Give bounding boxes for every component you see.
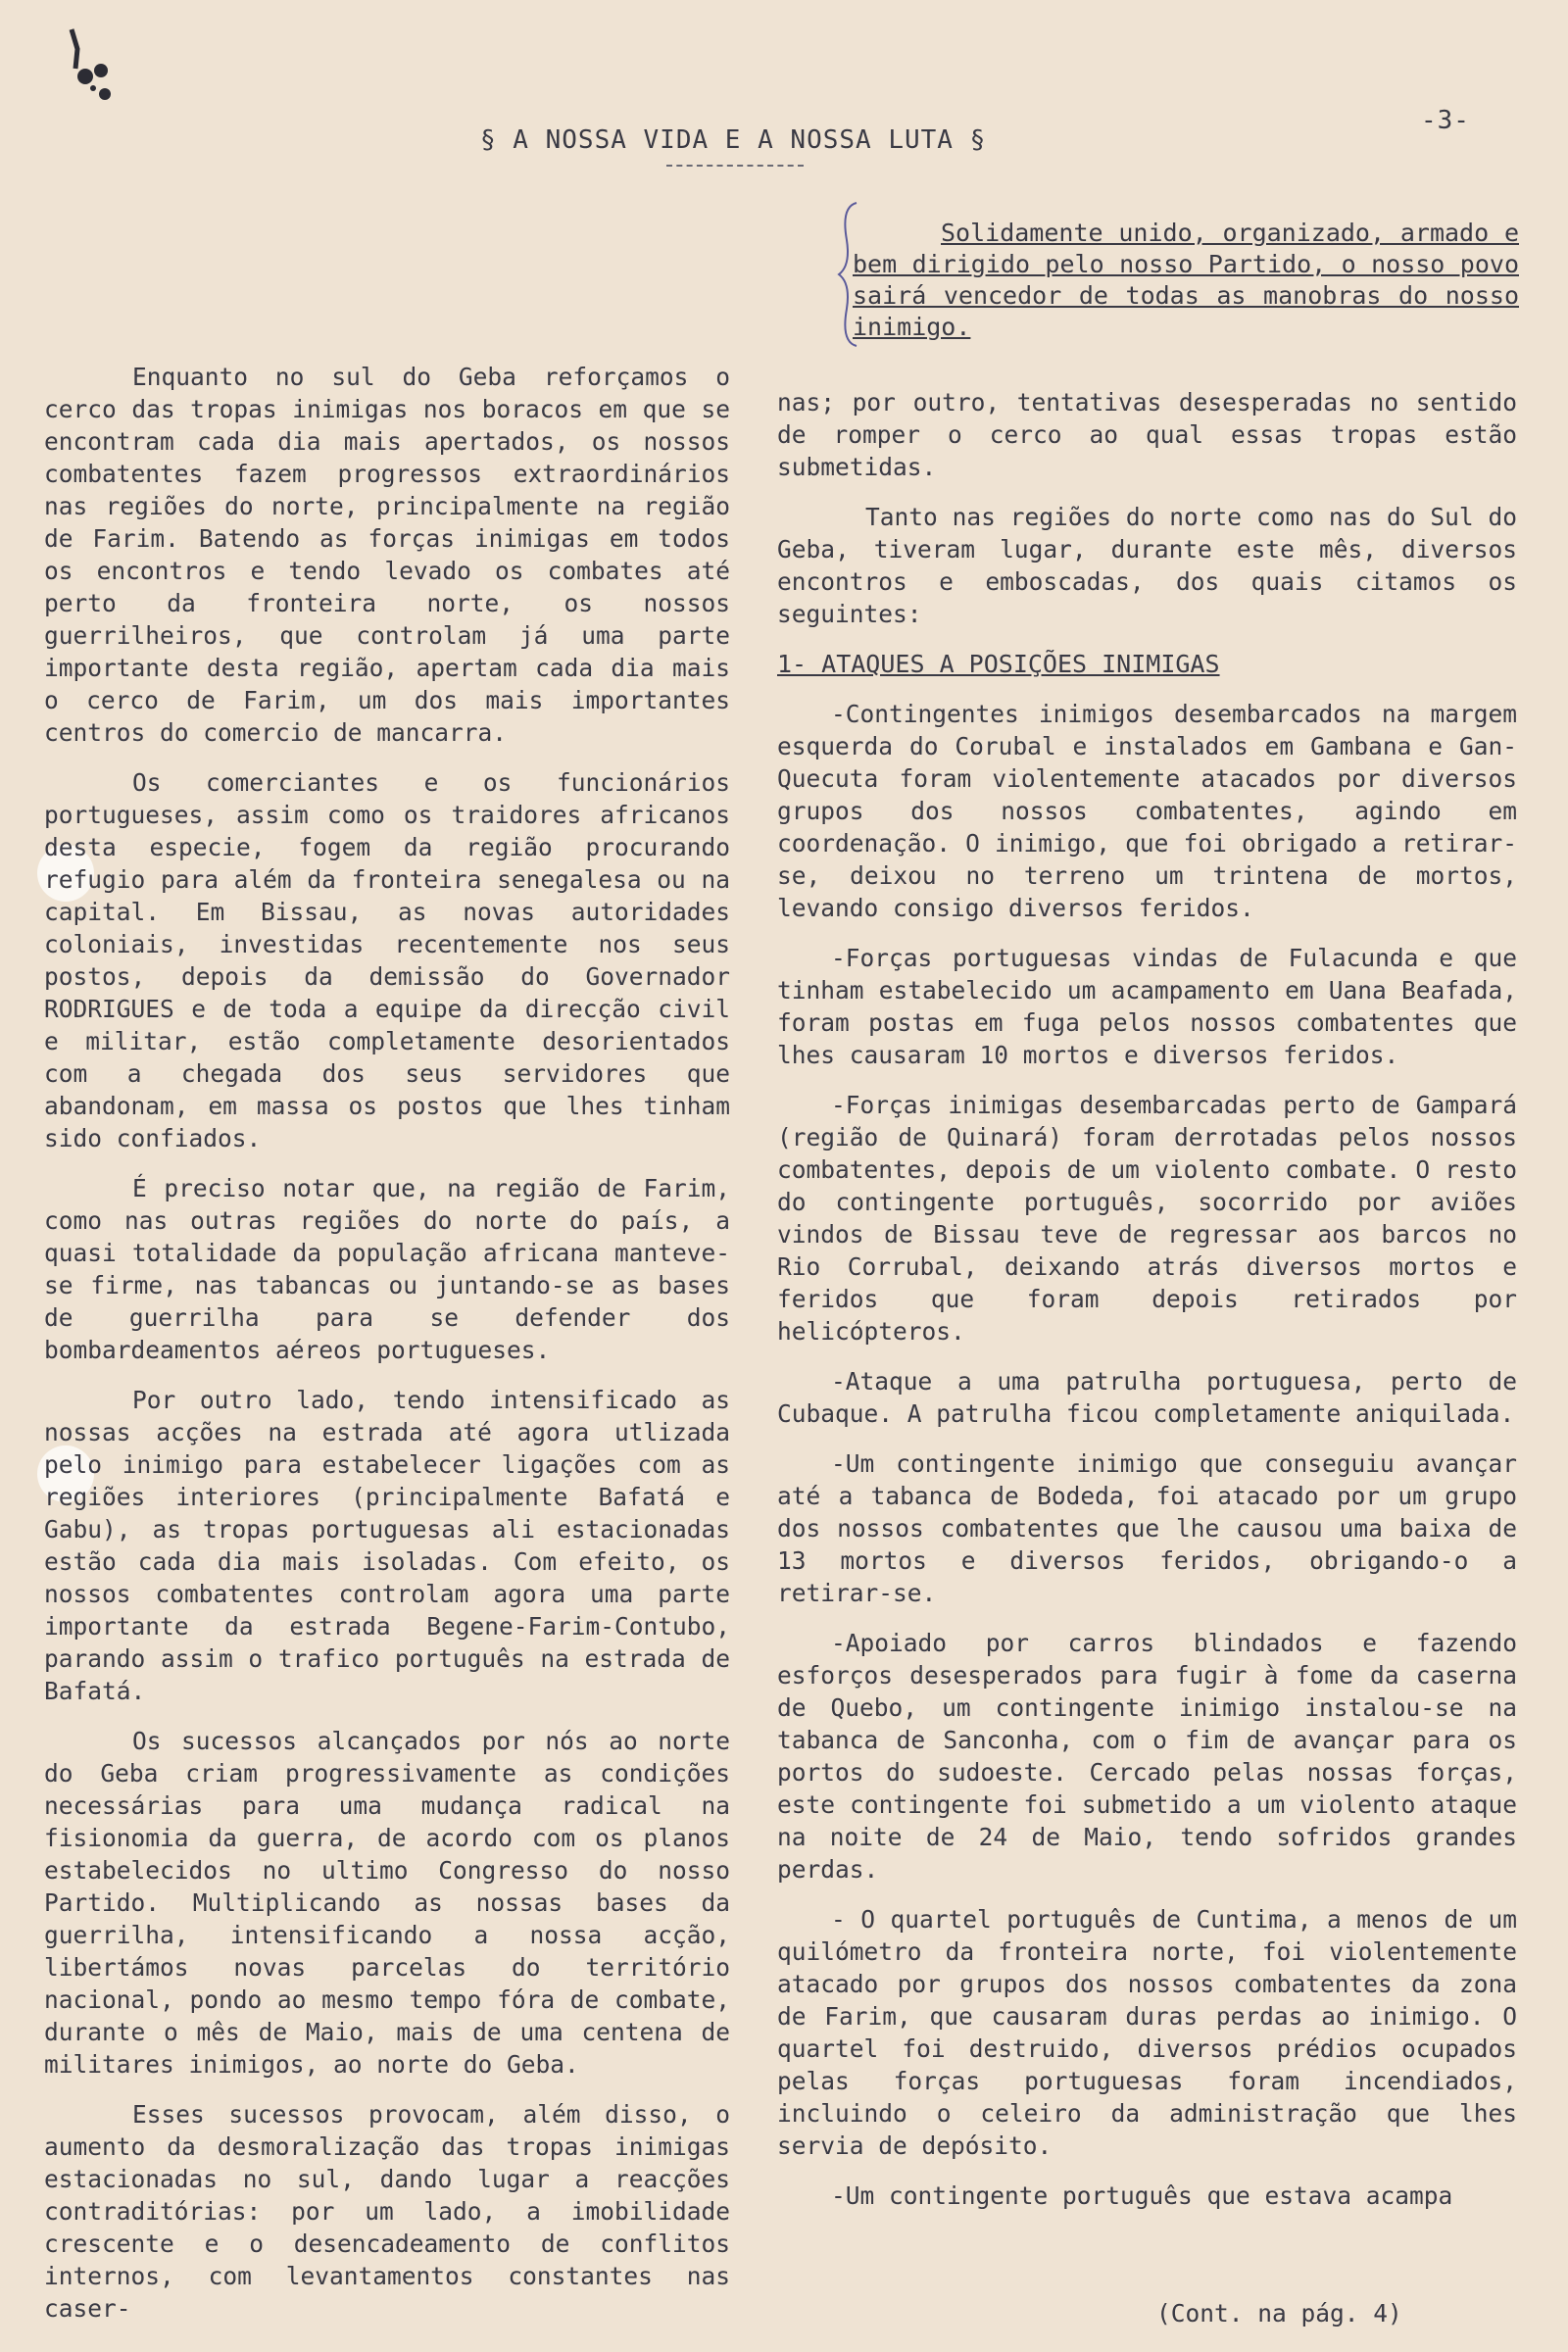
list-item: -Um contingente inimigo que conseguiu avançar até a tabanca de Bodeda, foi atacado por um grupo dos nossos combatentes que lhe causou uma baixa de 13 mortos e diversos feridos, obrigando-o a retirar-se.	[777, 1449, 1517, 1607]
list-item: -Contingentes inimigos desembarcados na margem esquerda do Corubal e instalados em Gambana e Gan-Quecuta foram violentemente atacados por diversos grupos dos nossos combatentes, agindo em coordenação. O inimigo, que foi obrigado a retirar-se, deixou no terreno um trintena de mortos, levando consigo diversos feridos.	[777, 700, 1517, 922]
left-column	[44, 361, 730, 2342]
list-item: -Um contingente português que estava acampa	[831, 2181, 1453, 2210]
paragraph: Enquanto no sul do Geba reforçamos o cerco das tropas inimigas nos boracos em que se encontram cada dia mais apertados, os nossos combatentes fazem progressos extraordinários nas regiões do norte, principalmente na região de Farim. Batendo as forças inimigas em todos os encontros e tendo levado os combates até perto da fronteira norte, os nossos guerrilheiros, que controlam já uma parte importante desta região, apertam cada dia mais o cerco de Farim, um dos mais importantes centros do comercio de mancarra.	[44, 363, 730, 747]
ink-stain	[54, 20, 132, 108]
slogan-callout	[853, 218, 1519, 343]
page-number: -3-	[1421, 106, 1470, 135]
paragraph: É preciso notar que, na região de Farim, como nas outras regiões do norte do país, a quasi totalidade da população africana manteve-se firme, nas tabancas ou juntando-se as bases de guerrilha para se defender dos bombardeamentos aéreos portugueses.	[44, 1174, 730, 1364]
list-item: -Forças inimigas desembarcadas perto de Gampará (região de Quinará) foram derrotadas pelos nossos combatentes, depois de um violento combate. O resto do contingente português, socorrido por aviões vindos de Bissau teve de regressar aos barcos no Rio Corrubal, deixando atrás diversos mortos e feridos que foram depois retirados por helicópteros.	[777, 1091, 1517, 1346]
slogan-text: Solidamente unido, organizado, armado e bem dirigido pelo nosso Partido, o nosso povo sairá vencedor de todas as manobras do nosso inimigo.	[853, 219, 1519, 341]
continued-note: (Cont. na pág. 4)	[1156, 2299, 1402, 2328]
paragraph: Os sucessos alcançados por nós ao norte do Geba criam progressivamente as condições necessárias para uma mudança radical na fisionomia da guerra, de acordo com os planos estabelecidos no ultimo Congresso do nosso Partido. Multiplicando as nossas bases da guerrilha, intensificando a nossa acção, libertámos novas parcelas do território nacional, pondo ao mesmo tempo fóra de combate, durante o mês de Maio, mais de uma centena de militares inimigos, ao norte do Geba.	[44, 1727, 730, 2079]
list-item: -Forças portuguesas vindas de Fulacunda e que tinham estabelecido um acampamento em Uana Beafada, foram postas em fuga pelos nossos combatentes que lhes causaram 10 mortos e diversos feridos.	[777, 944, 1517, 1069]
right-column	[777, 386, 1517, 2230]
title-underline	[666, 165, 804, 167]
paragraph: Esses sucessos provocam, além disso, o aumento da desmoralização das tropas inimigas estacionadas no sul, dando lugar a reacções contraditórias: por um lado, a imobilidade crescente e o desencadeamento de conflitos internos, com levantamentos constantes nas caser-	[44, 2100, 730, 2323]
section-heading: 1- ATAQUES A POSIÇÕES INIMIGAS	[777, 650, 1220, 678]
list-item: -Apoiado por carros blindados e fazendo esforços desesperados para fugir à fome da caserna de Quebo, um contingente inimigo instalou-se na tabanca de Sanconha, com o fim de avançar para os portos do sudoeste. Cercado pelas nossas forças, este contingente foi submetido a um violento ataque na noite de 24 de Maio, tendo sofridos grandes perdas.	[777, 1629, 1517, 1884]
list-item: - O quartel português de Cuntima, a menos de um quilómetro da fronteira norte, foi violentemente atacado por grupos dos nossos combatentes da zona de Farim, que causaram duras perdas ao inimigo. O quartel foi destruido, diversos prédios ocupados pelas forças portuguesas foram incendiados, incluindo o celeiro da administração que lhes servia de depósito.	[777, 1905, 1517, 2160]
list-item: -Ataque a uma patrulha portuguesa, perto de Cubaque. A patrulha ficou completamente aniquilada.	[777, 1367, 1517, 1428]
paragraph: Os comerciantes e os funcionários portugueses, assim como os traidores africanos desta especie, fogem da região procurando refugio para além da fronteira senegalesa ou na capital. Em Bissau, as novas autoridades coloniais, investidas recentemente nos seus postos, depois da demissão do Governador RODRIGUES e de toda a equipe da direcção civil e militar, estão completamente desorientados com a chegada dos seus servidores que abandonam, em massa os postos que lhes tinham sido confiados.	[44, 768, 730, 1152]
page-title: § A NOSSA VIDA E A NOSSA LUTA §	[480, 125, 987, 155]
paragraph-continuation: nas; por outro, tentativas desesperadas no sentido de romper o cerco ao qual essas tropas estão submetidas.	[777, 388, 1517, 481]
paragraph-intro: Tanto nas regiões do norte como nas do Sul do Geba, tiveram lugar, durante este mês, diversos encontros e emboscadas, dos quais citamos os seguintes:	[777, 503, 1517, 628]
paragraph: Por outro lado, tendo intensificado as nossas acções na estrada até agora utlizada pelo inimigo para estabelecer ligações com as regiões interiores (principalmente Bafatá e Gabu), as tropas portuguesas ali estacionadas estão cada dia mais isoladas. Com efeito, os nossos combatentes controlam agora uma parte importante da estrada Begene-Farim-Contubo, parando assim o trafico português na estrada de Bafatá.	[44, 1386, 730, 1705]
